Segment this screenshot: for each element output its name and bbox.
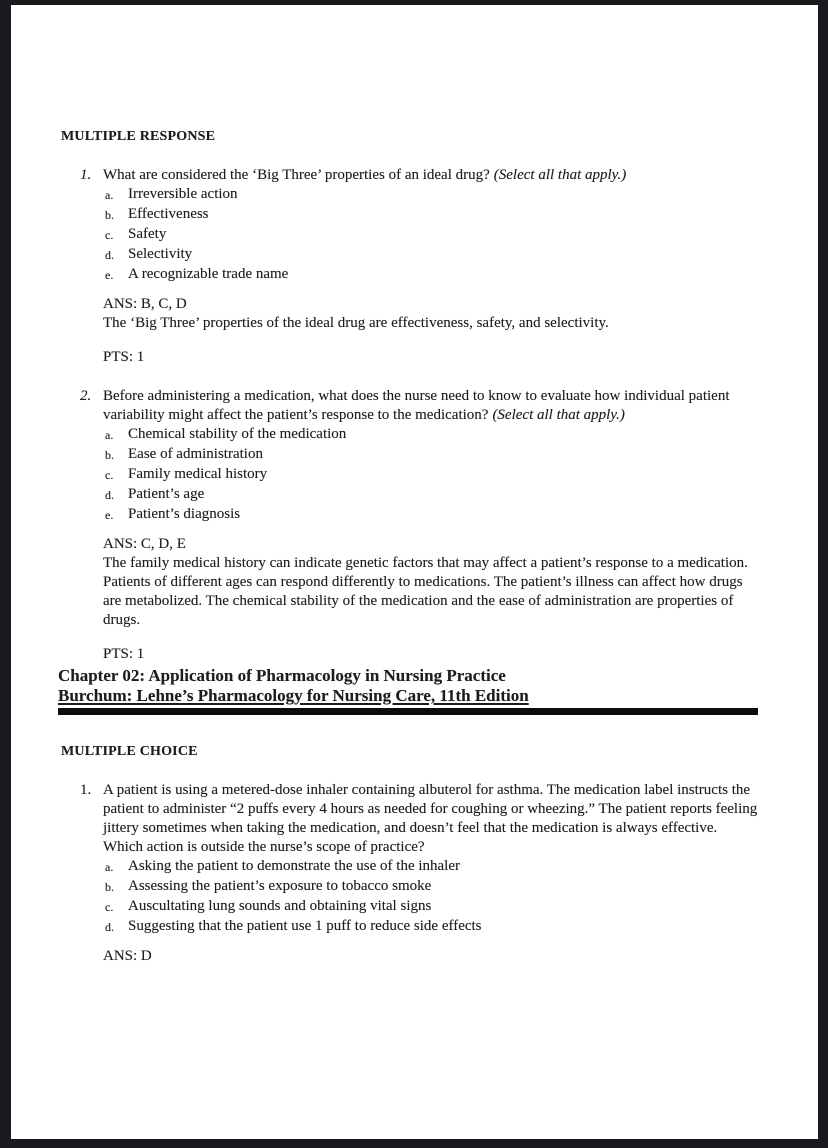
answer-option xyxy=(105,445,758,465)
section-heading-multiple-choice: MULTIPLE CHOICE xyxy=(61,744,198,759)
option-letter: b. xyxy=(105,448,114,462)
answer-option xyxy=(105,877,758,897)
option-text: Asking the patient to demonstrate the use of the inhaler xyxy=(128,858,460,874)
option-letter: b. xyxy=(105,880,114,894)
answer-option xyxy=(105,485,758,505)
question-mr-1 xyxy=(60,166,770,367)
answer-option xyxy=(105,505,758,525)
option-text: Safety xyxy=(128,226,167,242)
question-number: 2. xyxy=(80,388,92,404)
option-letter: a. xyxy=(105,428,114,442)
option-letter: c. xyxy=(105,228,114,242)
question-number: 1. xyxy=(80,782,92,798)
answer-line: ANS: D xyxy=(103,948,152,964)
points-line: PTS: 1 xyxy=(103,646,145,662)
option-text: Family medical history xyxy=(128,466,268,482)
option-text: Patient’s diagnosis xyxy=(128,506,241,522)
option-text: Irreversible action xyxy=(128,186,238,202)
question-mc-1 xyxy=(60,781,770,966)
option-text: Auscultating lung sounds and obtaining vital signs xyxy=(128,898,432,914)
options-list xyxy=(103,185,758,285)
options-list xyxy=(103,857,758,937)
option-letter: d. xyxy=(105,920,114,934)
chapter-header xyxy=(58,666,770,715)
option-letter: d. xyxy=(105,488,114,502)
answer-option xyxy=(105,205,758,225)
option-text: Selectivity xyxy=(128,246,193,262)
section-divider-bar xyxy=(58,708,758,715)
question-mr-2 xyxy=(60,387,770,664)
question-stem xyxy=(103,387,758,425)
question-stem-text: Before administering a medication, what does the nurse need to know to evaluate how individual patient variability might affect the patient’s response to the medication? xyxy=(103,388,730,423)
answer-option xyxy=(105,245,758,265)
question-stem xyxy=(103,166,758,185)
option-text: A recognizable trade name xyxy=(128,266,289,282)
option-text: Assessing the patient’s exposure to tobacco smoke xyxy=(128,878,432,894)
options-list xyxy=(103,425,758,525)
answer-option xyxy=(105,897,758,917)
select-all-note: (Select all that apply.) xyxy=(493,167,627,183)
option-letter: e. xyxy=(105,508,114,522)
option-letter: e. xyxy=(105,268,114,282)
rationale-text: The family medical history can indicate genetic factors that may affect a patient’s response to a medication. Patients of different ages can respond differently to medications. The patient’s illness can affect how drugs are metabolized. The chemical stability of the medication and the ease of administration are properties of drugs. xyxy=(103,555,748,628)
answer-line: ANS: C, D, E xyxy=(103,536,186,552)
question-stem-text: What are considered the ‘Big Three’ properties of an ideal drug? xyxy=(103,167,490,183)
page-content xyxy=(11,5,818,966)
chapter-subtitle: Burchum: Lehne’s Pharmacology for Nursing Care, 11th Edition xyxy=(58,686,529,705)
option-letter: d. xyxy=(105,248,114,262)
option-text: Effectiveness xyxy=(128,206,209,222)
select-all-note: (Select all that apply.) xyxy=(492,407,625,423)
section-heading-multiple-response: MULTIPLE RESPONSE xyxy=(61,129,216,144)
answer-option xyxy=(105,917,758,937)
answer-option xyxy=(105,465,758,485)
rationale-text: The ‘Big Three’ properties of the ideal drug are effectiveness, safety, and selectivity. xyxy=(103,315,609,331)
question-number: 1. xyxy=(80,167,92,183)
option-letter: b. xyxy=(105,208,114,222)
option-letter: a. xyxy=(105,188,114,202)
option-text: Patient’s age xyxy=(128,486,205,502)
question-stem: A patient is using a metered-dose inhaler containing albuterol for asthma. The medication label instructs the patient to administer “2 puffs every 4 hours as needed for coughing or wheezing.” The patient reports feeling jittery sometimes when taking the medication, and doesn’t feel that the medication is always effective. Which action is outside the nurse’s scope of practice? xyxy=(103,782,758,855)
answer-option xyxy=(105,185,758,205)
option-letter: c. xyxy=(105,468,114,482)
option-letter: c. xyxy=(105,900,114,914)
answer-option xyxy=(105,425,758,445)
answer-line: ANS: B, C, D xyxy=(103,296,187,312)
document-page xyxy=(11,5,818,1139)
option-text: Ease of administration xyxy=(128,446,263,462)
option-text: Chemical stability of the medication xyxy=(128,426,347,442)
answer-option xyxy=(105,225,758,245)
answer-option xyxy=(105,857,758,877)
chapter-title: Chapter 02: Application of Pharmacology in Nursing Practice xyxy=(58,666,506,685)
answer-option xyxy=(105,265,758,285)
option-text: Suggesting that the patient use 1 puff to reduce side effects xyxy=(128,918,482,934)
option-letter: a. xyxy=(105,860,114,874)
points-line: PTS: 1 xyxy=(103,349,145,365)
